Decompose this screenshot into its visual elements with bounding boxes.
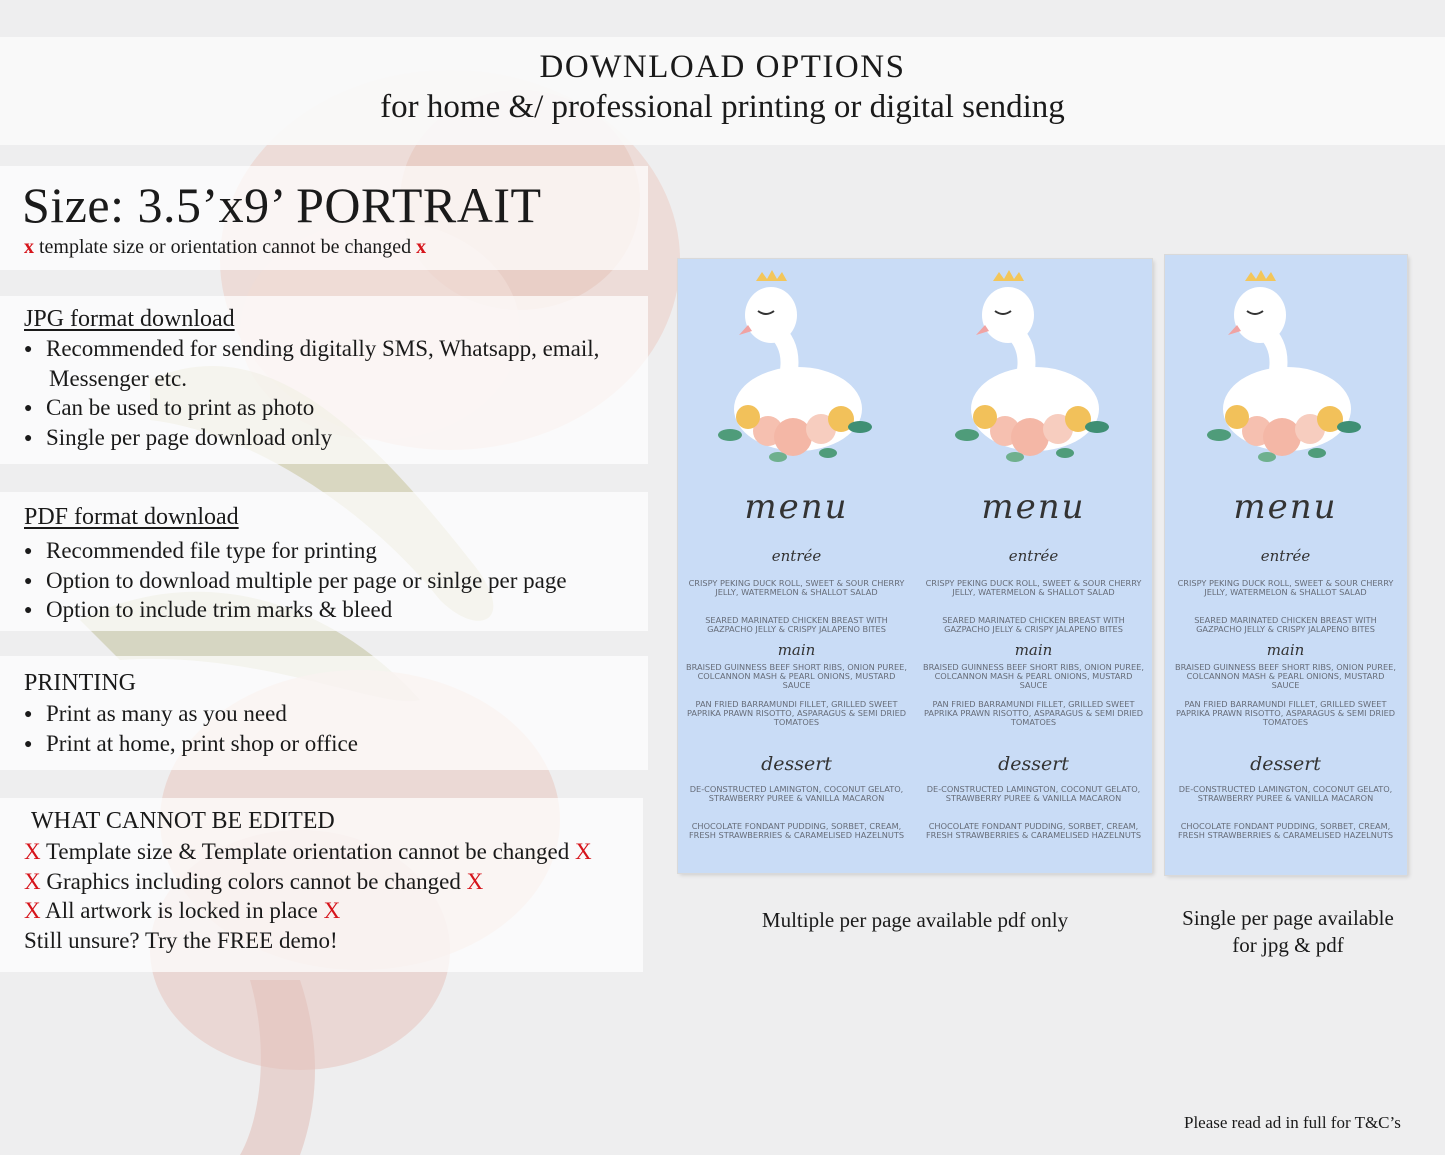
multi-caption: Multiple per page available pdf only	[761, 908, 1069, 932]
size-title: Size: 3.5’x9’ PORTRAIT	[22, 177, 542, 233]
list-item: ● Can be used to print as photo	[24, 395, 315, 420]
list-item: X Template size & Template orientation cannot be changed X	[24, 839, 592, 864]
x-mark-icon: x	[416, 236, 427, 258]
multi-page-preview	[678, 259, 1152, 873]
x-mark-icon: X	[24, 839, 41, 864]
swan-illustration	[1167, 259, 1404, 479]
menu-card	[915, 259, 1152, 873]
menu-card	[678, 259, 915, 873]
page-subtitle: for home &/ professional printing or digital sending	[380, 89, 1065, 125]
menu-card	[1167, 259, 1404, 875]
menu-heading: menu	[981, 487, 1086, 527]
menu-item: CRISPY PEKING DUCK ROLL, SWEET & SOUR CHERRY JELLY, WATERMELON & SHALLOT SALAD	[1177, 578, 1394, 597]
x-mark-icon: X	[24, 869, 41, 894]
x-mark-icon: X	[24, 898, 41, 923]
bullet-icon: ●	[24, 737, 33, 752]
size-note	[24, 236, 426, 259]
single-page-preview	[1165, 255, 1407, 875]
main-label: main	[777, 641, 816, 659]
dessert-label: dessert	[761, 753, 832, 775]
x-mark-icon: X	[574, 839, 592, 864]
pdf-title: PDF format download	[24, 504, 239, 530]
entree-label: entrée	[771, 547, 822, 565]
menu-item: CRISPY PEKING DUCK ROLL, SWEET & SOUR CHERRY JELLY, WATERMELON & SHALLOT SALAD	[688, 578, 905, 597]
menu-item: PAN FRIED BARRAMUNDI FILLET, GRILLED SWEET PAPRIKA PRAWN RISOTTO, ASPARAGUS & SEMI DRIED TOMATOES	[686, 699, 907, 727]
menu-item: BRAISED GUINNESS BEEF SHORT RIBS, ONION PUREE, COLCANNON MASH & PEARL ONIONS, MUSTARD SAUCE	[1175, 662, 1396, 690]
bullet-icon: ●	[24, 707, 33, 722]
size-panel	[0, 166, 648, 270]
menu-item: BRAISED GUINNESS BEEF SHORT RIBS, ONION PUREE, COLCANNON MASH & PEARL ONIONS, MUSTARD SAUCE	[923, 662, 1144, 690]
printing-panel	[0, 656, 648, 770]
list-item: ● Recommended for sending digitally SMS, Whatsapp, email,	[24, 336, 600, 361]
bullet-icon: ●	[24, 401, 33, 416]
bullet-icon: ●	[24, 603, 33, 618]
list-item: X All artwork is locked in place X	[24, 898, 341, 923]
menu-item: CRISPY PEKING DUCK ROLL, SWEET & SOUR CHERRY JELLY, WATERMELON & SHALLOT SALAD	[925, 578, 1142, 597]
footer-note: Please read ad in full for T&C’s	[1184, 1113, 1401, 1132]
page-title: DOWNLOAD OPTIONS	[539, 49, 906, 85]
dessert-label: dessert	[998, 753, 1069, 775]
x-mark-icon: x	[24, 236, 34, 258]
swan-illustration	[915, 259, 1152, 479]
bullet-icon: ●	[24, 544, 33, 559]
swan-illustration	[678, 259, 915, 479]
list-item: ● Option to download multiple per page or sinlge per page	[24, 568, 567, 593]
menu-item: SEARED MARINATED CHICKEN BREAST WITH GAZPACHO JELLY & CRISPY JALAPENO BITES	[1194, 615, 1377, 634]
size-note-text: template size or orientation cannot be changed	[39, 236, 412, 258]
x-mark-icon: X	[466, 869, 484, 894]
menu-item: CHOCOLATE FONDANT PUDDING, SORBET, CREAM, FRESH STRAWBERRIES & CARAMELISED HAZELNUTS	[925, 821, 1142, 840]
bullet-icon: ●	[24, 342, 33, 357]
list-item: ● Single per page download only	[24, 425, 333, 450]
main-label: main	[1014, 641, 1053, 659]
demo-text: Still unsure? Try the FREE demo!	[24, 928, 338, 953]
cannot-edit-panel	[0, 798, 643, 972]
menu-item: CHOCOLATE FONDANT PUDDING, SORBET, CREAM, FRESH STRAWBERRIES & CARAMELISED HAZELNUTS	[688, 821, 905, 840]
menu-item: SEARED MARINATED CHICKEN BREAST WITH GAZPACHO JELLY & CRISPY JALAPENO BITES	[705, 615, 888, 634]
list-item: ● Recommended file type for printing	[24, 538, 377, 563]
cannot-edit-title: WHAT CANNOT BE EDITED	[31, 808, 335, 834]
list-item: X Graphics including colors cannot be changed X	[24, 869, 484, 894]
menu-heading: menu	[744, 487, 849, 527]
menu-item: DE-CONSTRUCTED LAMINGTON, COCONUT GELATO, STRAWBERRY PUREE & VANILLA MACARON	[1178, 784, 1393, 803]
jpg-panel	[0, 296, 648, 464]
menu-item: SEARED MARINATED CHICKEN BREAST WITH GAZPACHO JELLY & CRISPY JALAPENO BITES	[942, 615, 1125, 634]
x-mark-icon: X	[323, 898, 341, 923]
header-banner	[0, 37, 1445, 145]
entree-label: entrée	[1008, 547, 1059, 565]
entree-label: entrée	[1260, 547, 1311, 565]
menu-heading: menu	[1233, 487, 1338, 527]
list-item: ● Print as many as you need	[24, 701, 287, 726]
jpg-title: JPG format download	[24, 306, 235, 332]
menu-item: DE-CONSTRUCTED LAMINGTON, COCONUT GELATO, STRAWBERRY PUREE & VANILLA MACARON	[689, 784, 904, 803]
menu-item: CHOCOLATE FONDANT PUDDING, SORBET, CREAM, FRESH STRAWBERRIES & CARAMELISED HAZELNUTS	[1177, 821, 1394, 840]
dessert-label: dessert	[1250, 753, 1321, 775]
single-caption: Single per page available for jpg & pdf	[1182, 906, 1394, 957]
list-item: ● Option to include trim marks & bleed	[24, 597, 393, 622]
printing-title: PRINTING	[24, 670, 136, 696]
list-item: ● Print at home, print shop or office	[24, 731, 358, 756]
menu-item: PAN FRIED BARRAMUNDI FILLET, GRILLED SWEET PAPRIKA PRAWN RISOTTO, ASPARAGUS & SEMI DRIED TOMATOES	[923, 699, 1144, 727]
menu-item: PAN FRIED BARRAMUNDI FILLET, GRILLED SWEET PAPRIKA PRAWN RISOTTO, ASPARAGUS & SEMI DRIED TOMATOES	[1175, 699, 1396, 727]
pdf-panel	[0, 492, 648, 631]
bullet-icon: ●	[24, 574, 33, 589]
menu-item: DE-CONSTRUCTED LAMINGTON, COCONUT GELATO, STRAWBERRY PUREE & VANILLA MACARON	[926, 784, 1141, 803]
bullet-icon: ●	[24, 431, 33, 446]
main-label: main	[1266, 641, 1305, 659]
list-item: Messenger etc.	[49, 366, 187, 391]
menu-item: BRAISED GUINNESS BEEF SHORT RIBS, ONION PUREE, COLCANNON MASH & PEARL ONIONS, MUSTARD SAUCE	[686, 662, 907, 690]
